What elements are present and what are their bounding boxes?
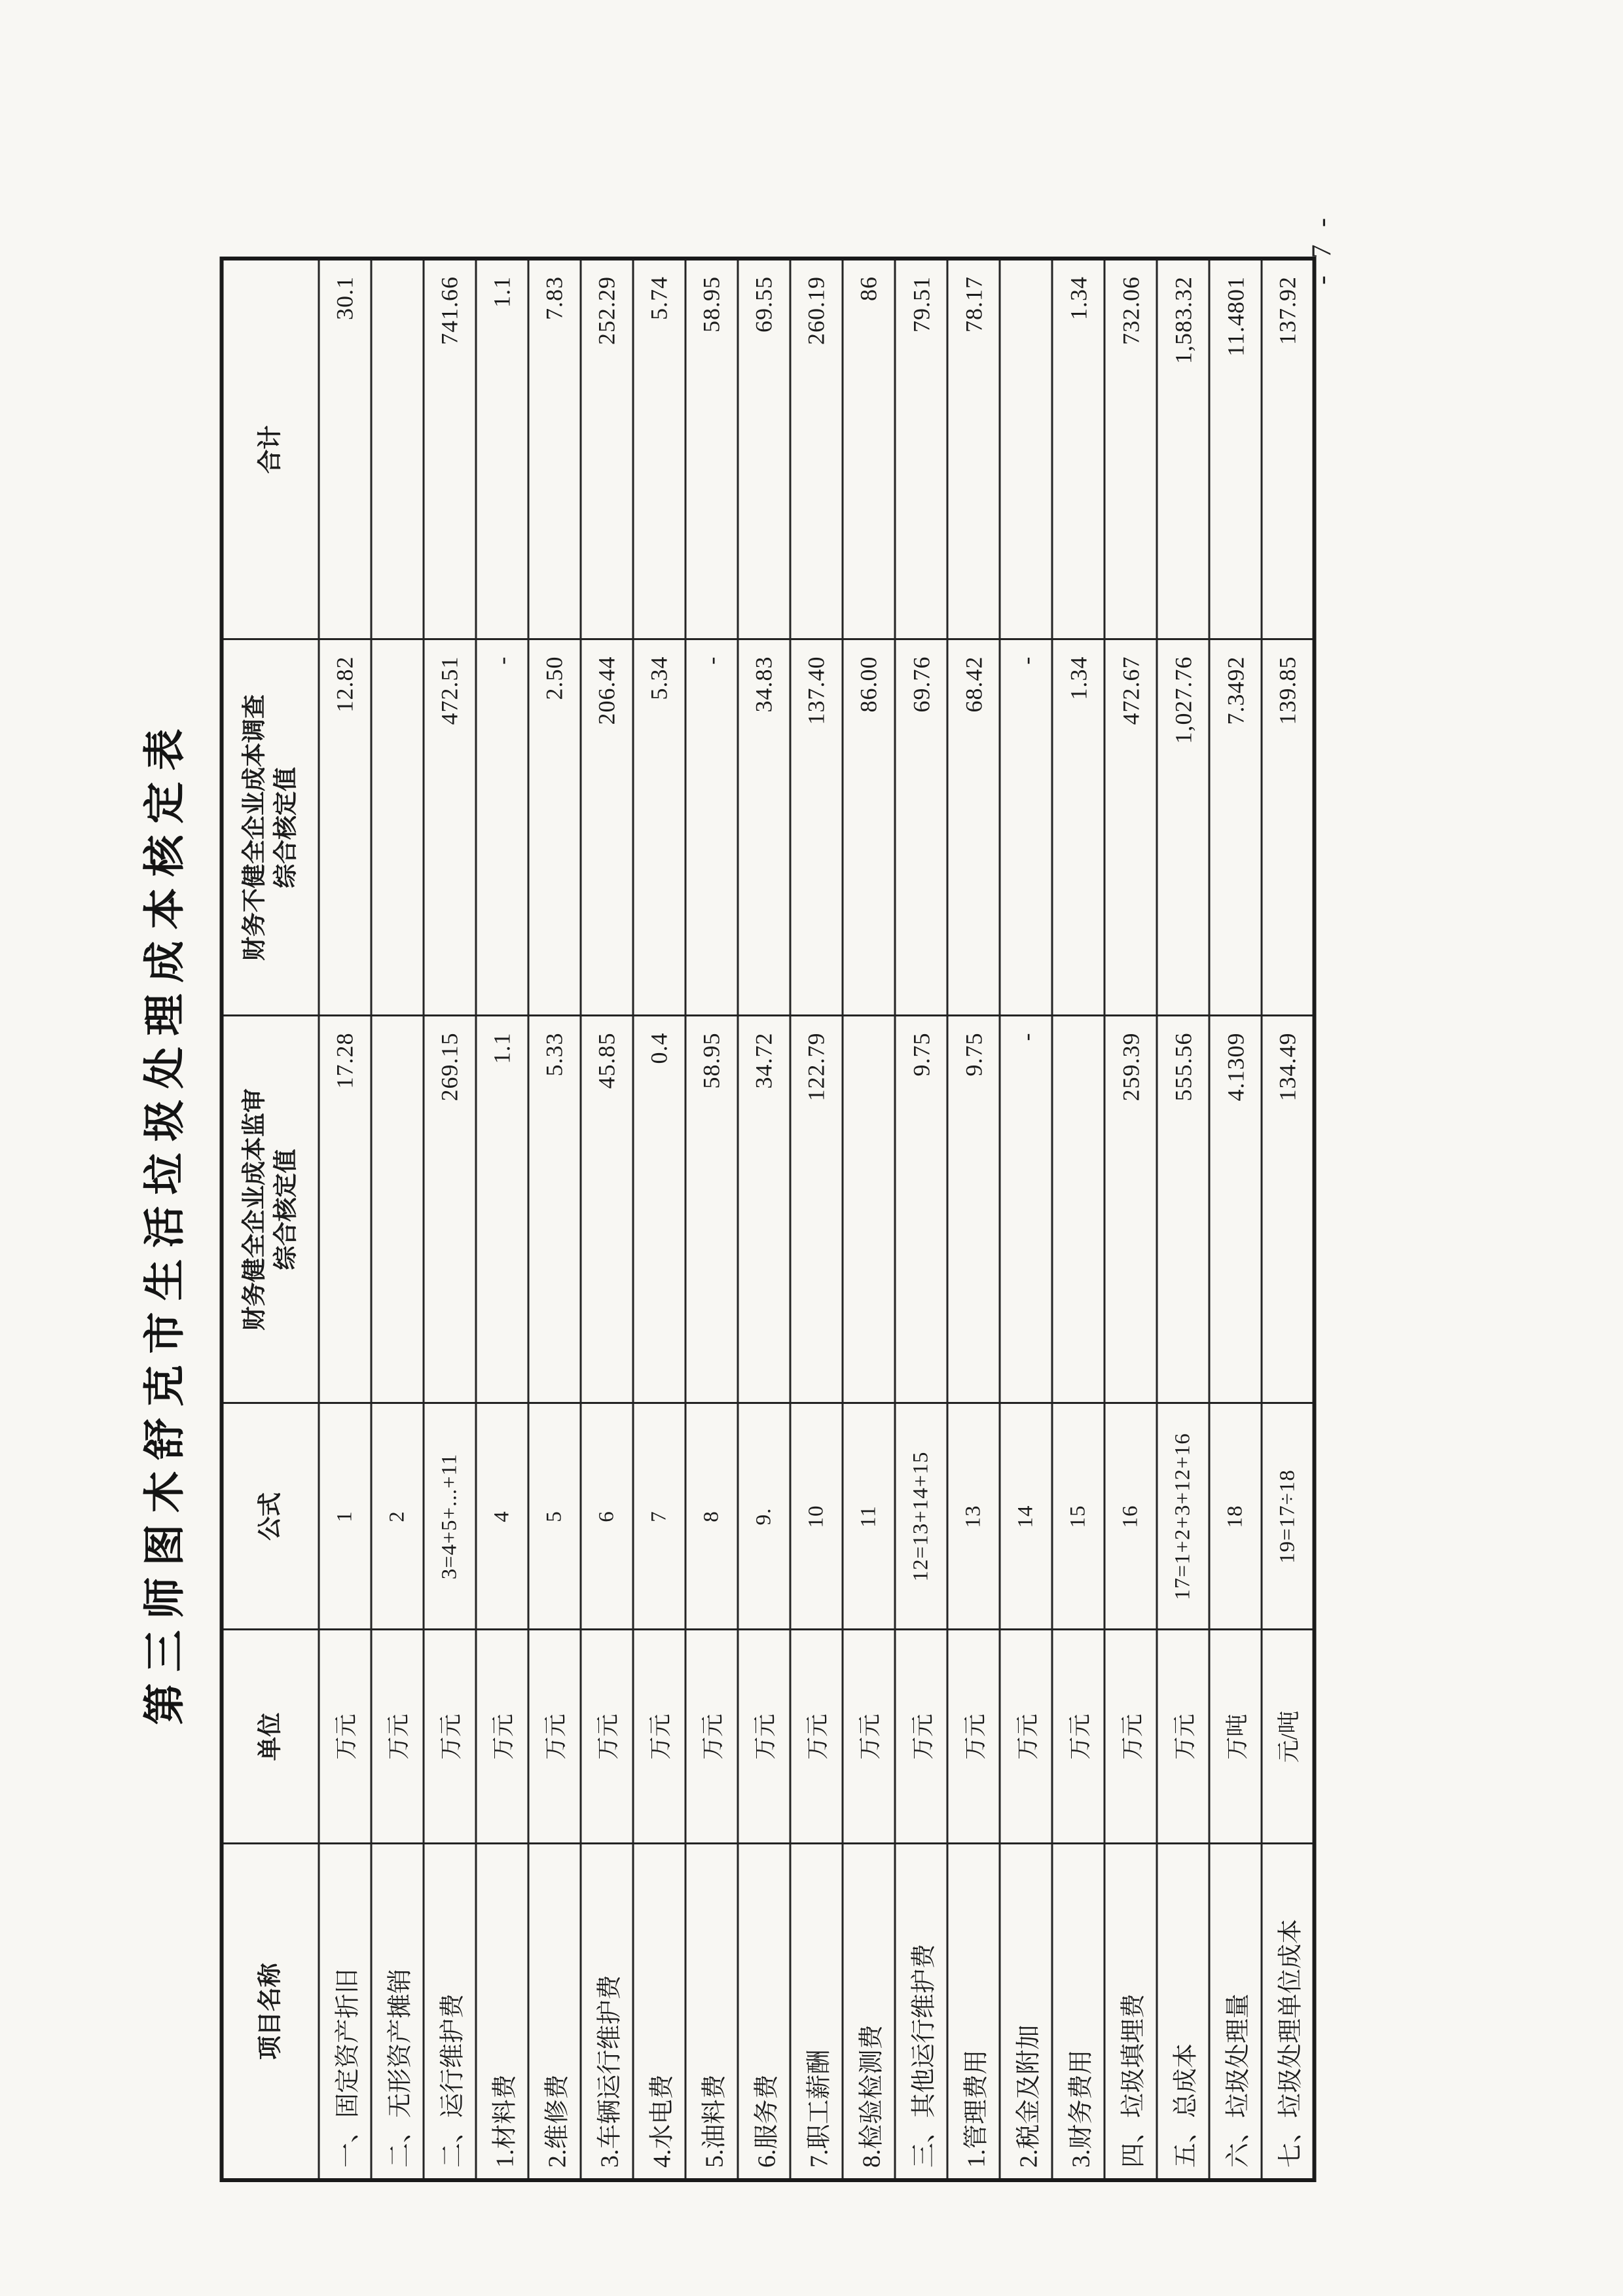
item-name-cell: 2.维修费	[528, 1844, 580, 2180]
audit-value-cell: 34.72	[737, 1016, 790, 1403]
table-row	[1000, 259, 1052, 2180]
survey-value-cell: 5.34	[632, 639, 685, 1016]
survey-value-cell	[371, 639, 423, 1016]
survey-value-cell: 68.42	[947, 639, 1000, 1016]
item-name-cell: 六、垃圾处理量	[1209, 1844, 1262, 2180]
total-value-cell: 741.66	[423, 259, 475, 639]
unit-cell: 万元	[947, 1630, 1000, 1844]
unit-cell: 万元	[423, 1630, 475, 1844]
formula-cell: 12=13+14+15	[895, 1403, 947, 1630]
column-header-audit-line1: 财务健全企业成本监审	[240, 1088, 268, 1331]
item-name-cell: 四、垃圾填埋费	[1104, 1844, 1157, 2180]
formula-cell: 7	[632, 1403, 685, 1630]
total-value-cell: 58.95	[685, 259, 737, 639]
total-value-cell: 732.06	[1104, 259, 1157, 639]
survey-value-cell: 12.82	[318, 639, 371, 1016]
unit-cell: 万元	[371, 1630, 423, 1844]
survey-value-cell: 139.85	[1262, 639, 1314, 1016]
item-name-cell: 5.油料费	[685, 1844, 737, 2180]
item-name-cell: 二、运行维护费	[423, 1844, 475, 2180]
audit-value-cell: 134.49	[1262, 1016, 1314, 1403]
column-header-formula: 公式	[221, 1403, 318, 1630]
table-row	[1262, 259, 1314, 2180]
survey-value-cell: -	[475, 639, 528, 1016]
total-value-cell: 1.34	[1052, 259, 1104, 639]
table-row	[528, 259, 580, 2180]
survey-value-cell: 472.51	[423, 639, 475, 1016]
formula-cell: 5	[528, 1403, 580, 1630]
formula-cell: 3=4+5+...+11	[423, 1403, 475, 1630]
column-header-survey-line2: 综合核定值	[272, 767, 299, 888]
table-row	[895, 259, 947, 2180]
table-row	[685, 259, 737, 2180]
audit-value-cell: 58.95	[685, 1016, 737, 1403]
survey-value-cell: -	[1000, 639, 1052, 1016]
audit-value-cell	[1052, 1016, 1104, 1403]
survey-value-cell: 206.44	[580, 639, 632, 1016]
item-name-cell: 7.职工薪酬	[790, 1844, 842, 2180]
table-row	[632, 259, 685, 2180]
formula-cell: 15	[1052, 1403, 1104, 1630]
unit-cell: 万元	[895, 1630, 947, 1844]
total-value-cell: 1.1	[475, 259, 528, 639]
item-name-cell: 二、无形资产摊销	[371, 1844, 423, 2180]
unit-cell: 万元	[1000, 1630, 1052, 1844]
audit-value-cell: 4.1309	[1209, 1016, 1262, 1403]
table-row	[947, 259, 1000, 2180]
total-value-cell: 69.55	[737, 259, 790, 639]
table-row	[475, 259, 528, 2180]
audit-value-cell: 122.79	[790, 1016, 842, 1403]
unit-cell: 万元	[790, 1630, 842, 1844]
total-value-cell: 5.74	[632, 259, 685, 639]
survey-value-cell: 472.67	[1104, 639, 1157, 1016]
item-name-cell: 8.检验检测费	[842, 1844, 894, 2180]
survey-value-cell: 7.3492	[1209, 639, 1262, 1016]
column-header-unit: 单位	[221, 1630, 318, 1844]
column-header-audit	[221, 1016, 318, 1403]
table-row	[371, 259, 423, 2180]
unit-cell: 万元	[475, 1630, 528, 1844]
formula-cell: 17=1+2+3+12+16	[1157, 1403, 1209, 1630]
formula-cell: 11	[842, 1403, 894, 1630]
table-header	[221, 259, 318, 2180]
table-row	[790, 259, 842, 2180]
survey-value-cell: 34.83	[737, 639, 790, 1016]
item-name-cell: 3.财务费用	[1052, 1844, 1104, 2180]
audit-value-cell: 555.56	[1157, 1016, 1209, 1403]
column-header-item: 项目名称	[221, 1844, 318, 2180]
audit-value-cell: 9.75	[947, 1016, 1000, 1403]
audit-value-cell: 1.1	[475, 1016, 528, 1403]
total-value-cell	[1000, 259, 1052, 639]
audit-value-cell: -	[1000, 1016, 1052, 1403]
audit-value-cell	[842, 1016, 894, 1403]
unit-cell: 万元	[1157, 1630, 1209, 1844]
audit-value-cell: 269.15	[423, 1016, 475, 1403]
formula-cell: 19=17÷18	[1262, 1403, 1314, 1630]
survey-value-cell: 1.34	[1052, 639, 1104, 1016]
audit-value-cell: 45.85	[580, 1016, 632, 1403]
audit-value-cell: 259.39	[1104, 1016, 1157, 1403]
item-name-cell: 2.税金及附加	[1000, 1844, 1052, 2180]
item-name-cell: 1.材料费	[475, 1844, 528, 2180]
total-value-cell: 78.17	[947, 259, 1000, 639]
column-header-survey-line1: 财务不健全企业成本调查	[240, 694, 268, 961]
unit-cell: 万元	[1052, 1630, 1104, 1844]
audit-value-cell	[371, 1016, 423, 1403]
formula-cell: 18	[1209, 1403, 1262, 1630]
total-value-cell: 137.92	[1262, 259, 1314, 639]
formula-cell: 1	[318, 1403, 371, 1630]
table-row	[737, 259, 790, 2180]
formula-cell: 13	[947, 1403, 1000, 1630]
unit-cell: 万元	[632, 1630, 685, 1844]
table-row	[842, 259, 894, 2180]
survey-value-cell: -	[685, 639, 737, 1016]
formula-cell: 4	[475, 1403, 528, 1630]
unit-cell: 万元	[737, 1630, 790, 1844]
table-row	[1052, 259, 1104, 2180]
survey-value-cell: 86.00	[842, 639, 894, 1016]
audit-value-cell: 5.33	[528, 1016, 580, 1403]
cost-table	[219, 257, 1316, 2182]
total-value-cell: 30.1	[318, 259, 371, 639]
item-name-cell: 一、固定资产折旧	[318, 1844, 371, 2180]
audit-value-cell: 0.4	[632, 1016, 685, 1403]
formula-cell: 8	[685, 1403, 737, 1630]
formula-cell: 9.	[737, 1403, 790, 1630]
item-name-cell: 五、总成本	[1157, 1844, 1209, 2180]
column-header-audit-line2: 综合核定值	[272, 1149, 299, 1270]
formula-cell: 6	[580, 1403, 632, 1630]
column-header-total: 合计	[221, 259, 318, 639]
audit-value-cell: 9.75	[895, 1016, 947, 1403]
total-value-cell: 79.51	[895, 259, 947, 639]
item-name-cell: 三、其他运行维护费	[895, 1844, 947, 2180]
total-value-cell: 260.19	[790, 259, 842, 639]
table-row	[1104, 259, 1157, 2180]
table-row	[423, 259, 475, 2180]
unit-cell: 万元	[528, 1630, 580, 1844]
item-name-cell: 4.水电费	[632, 1844, 685, 2180]
total-value-cell	[371, 259, 423, 639]
item-name-cell: 1.管理费用	[947, 1844, 1000, 2180]
audit-value-cell: 17.28	[318, 1016, 371, 1403]
formula-cell: 2	[371, 1403, 423, 1630]
survey-value-cell: 137.40	[790, 639, 842, 1016]
survey-value-cell: 69.76	[895, 639, 947, 1016]
total-value-cell: 7.83	[528, 259, 580, 639]
unit-cell: 万元	[842, 1630, 894, 1844]
total-value-cell: 86	[842, 259, 894, 639]
table-row	[1209, 259, 1262, 2180]
table-body	[318, 259, 1314, 2180]
total-value-cell: 1,583.32	[1157, 259, 1209, 639]
column-header-survey	[221, 639, 318, 1016]
unit-cell: 万吨	[1209, 1630, 1262, 1844]
table-row	[318, 259, 371, 2180]
formula-cell: 14	[1000, 1403, 1052, 1630]
item-name-cell: 6.服务费	[737, 1844, 790, 2180]
unit-cell: 元/吨	[1262, 1630, 1314, 1844]
survey-value-cell: 2.50	[528, 639, 580, 1016]
total-value-cell: 252.29	[580, 259, 632, 639]
survey-value-cell: 1,027.76	[1157, 639, 1209, 1016]
document-title: 第三师图木舒克市生活垃圾处理成本核定表	[141, 717, 188, 1725]
header-row	[221, 259, 318, 2180]
unit-cell: 万元	[1104, 1630, 1157, 1844]
unit-cell: 万元	[318, 1630, 371, 1844]
page-number: - 7 -	[1307, 213, 1337, 285]
formula-cell: 10	[790, 1403, 842, 1630]
table-row	[1157, 259, 1209, 2180]
formula-cell: 16	[1104, 1403, 1157, 1630]
unit-cell: 万元	[685, 1630, 737, 1844]
total-value-cell: 11.4801	[1209, 259, 1262, 639]
item-name-cell: 3.车辆运行维护费	[580, 1844, 632, 2180]
unit-cell: 万元	[580, 1630, 632, 1844]
table-row	[580, 259, 632, 2180]
item-name-cell: 七、垃圾处理单位成本	[1262, 1844, 1314, 2180]
